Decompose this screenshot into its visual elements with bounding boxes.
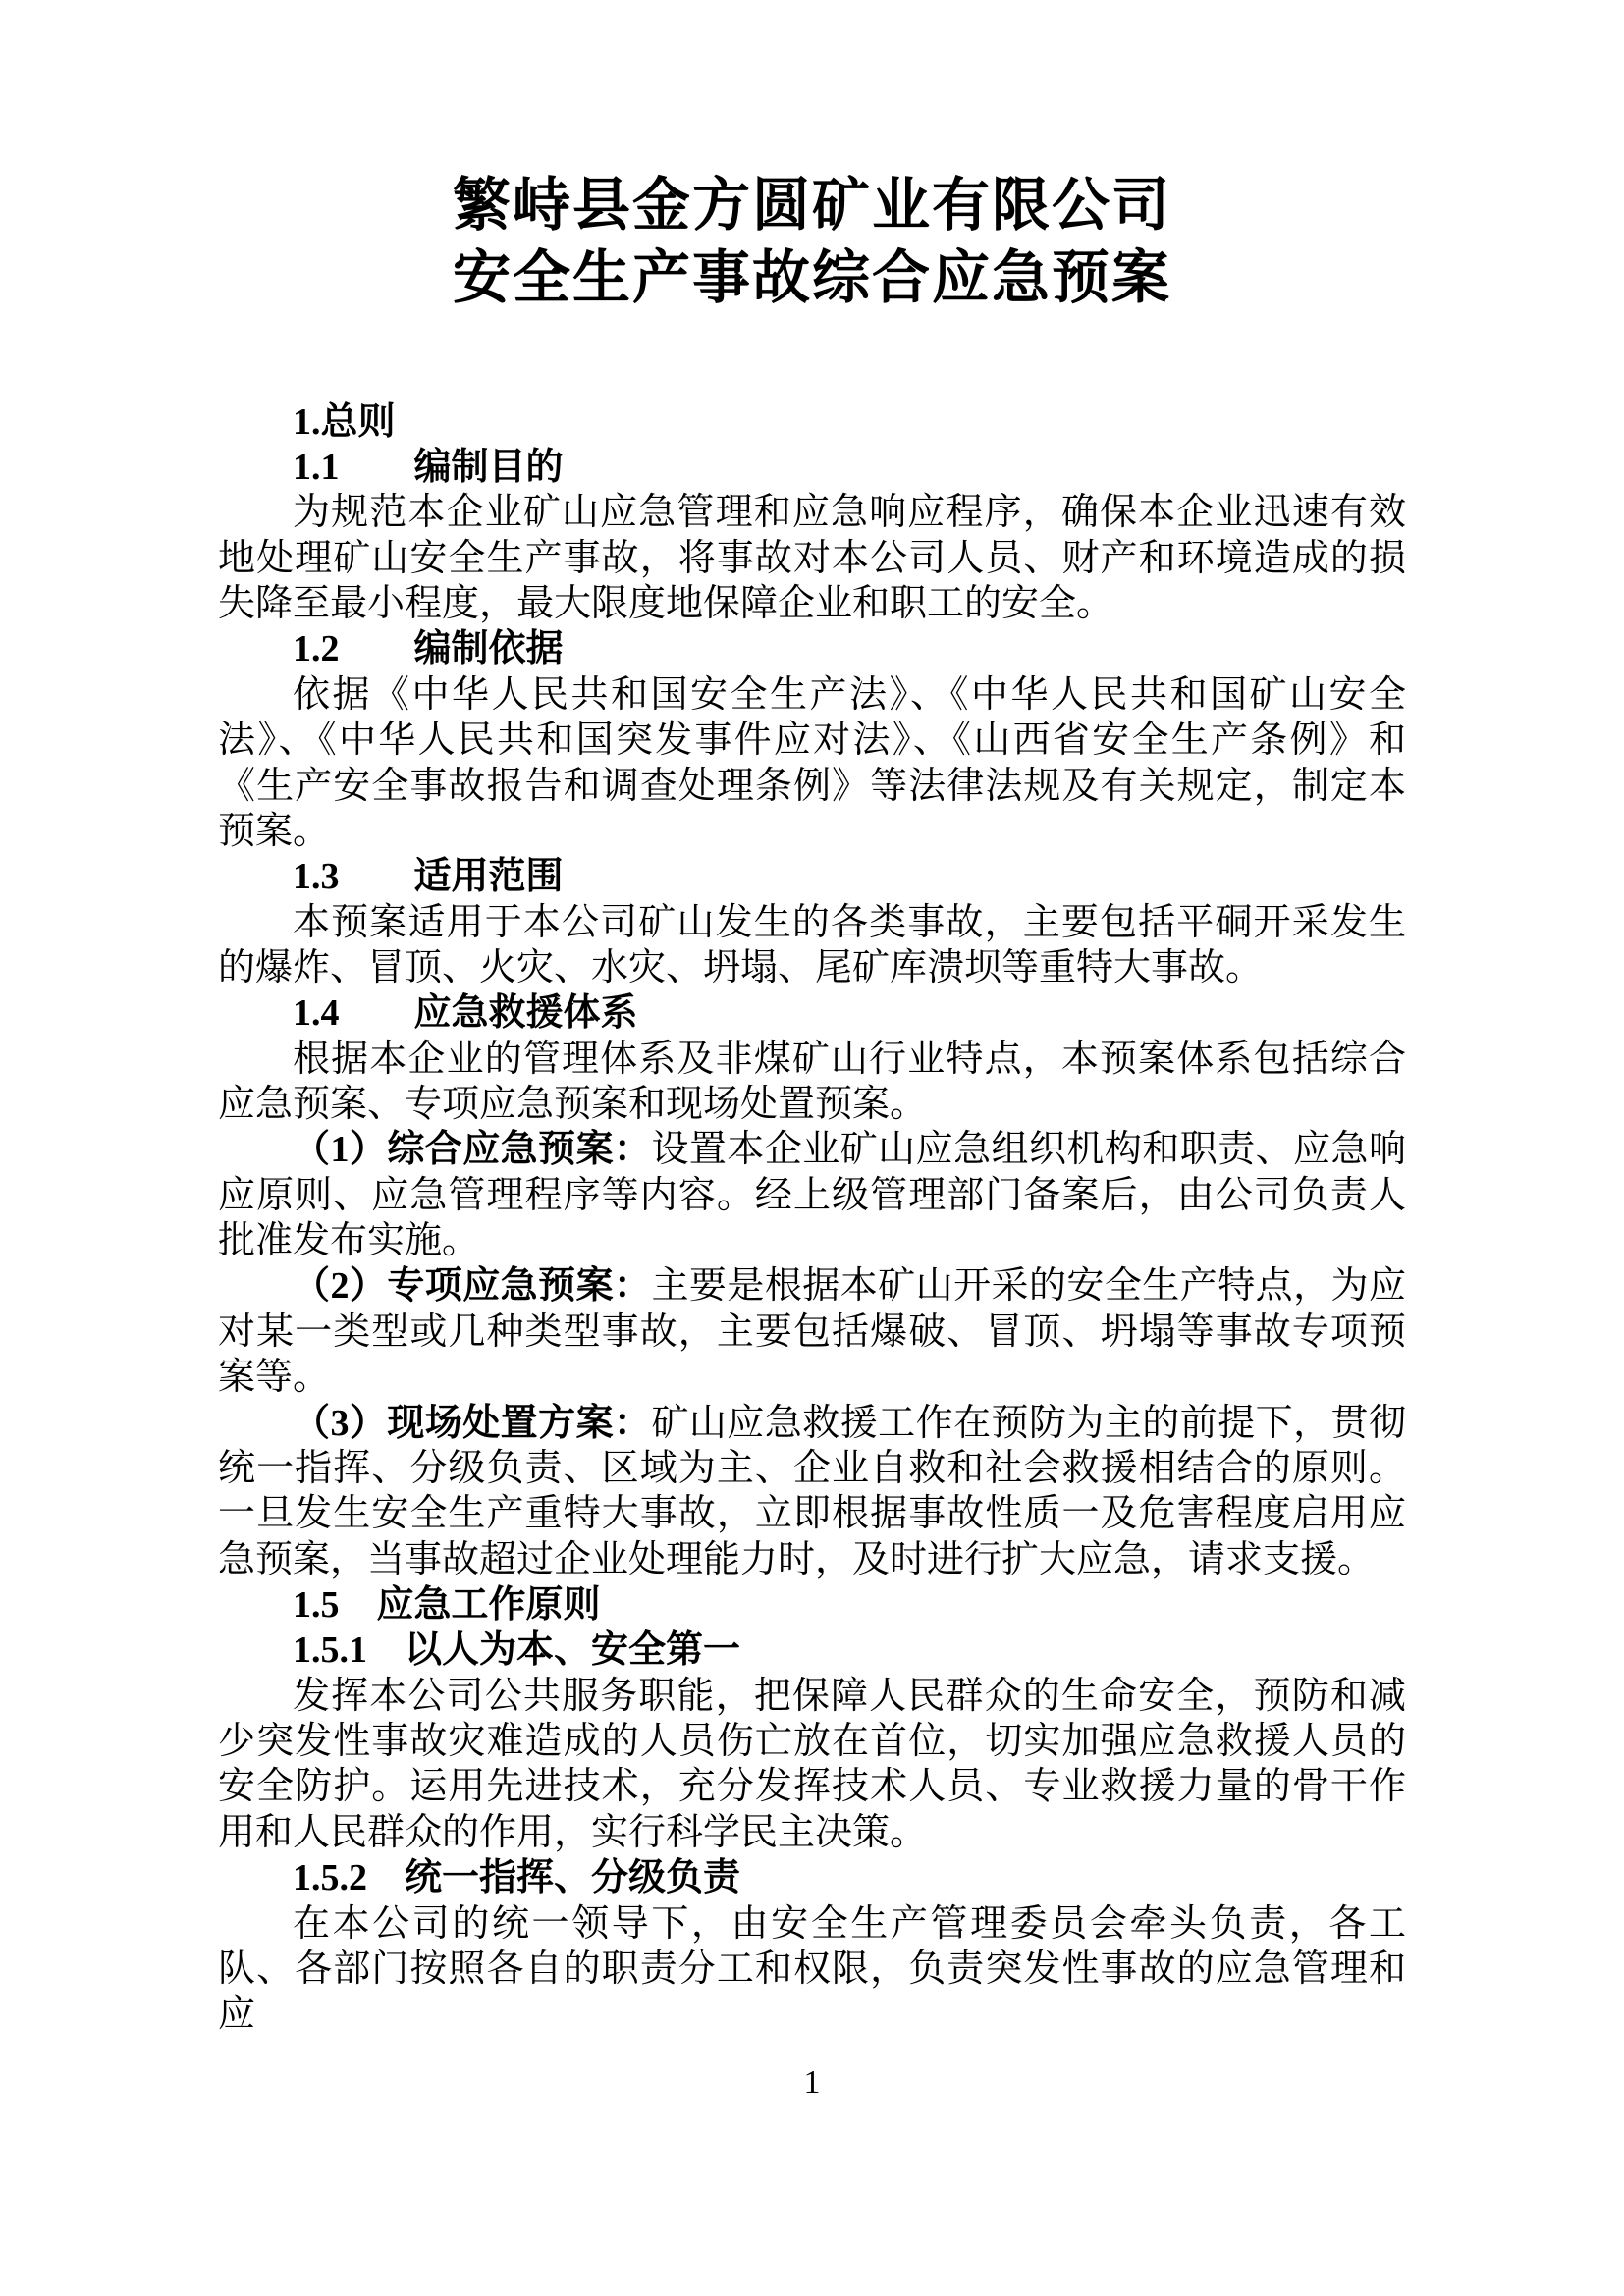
- paragraph-text-run: 本预案适用于本公司矿山发生的各类事故，主要包括平硐开采发生的爆炸、冒顶、火灾、水灾、坍塌、尾矿库溃坝等重特大事故。: [218, 901, 1406, 988]
- document-body: [218, 400, 1406, 2038]
- section-heading: 1.3 适用范围: [293, 856, 564, 898]
- paragraph-text-run: 主要是根据本矿山开采的安全生产特点，为应对某一类型或几种类型事故，主要包括爆破、冒顶、坍塌等事故专项预案等。: [218, 1265, 1406, 1399]
- page-number: 1: [803, 2063, 821, 2101]
- body-paragraph: [218, 672, 1406, 854]
- paragraph-text-run: 设置本企业矿山应急组织机构和职责、应急响应原则、应急管理程序等内容。经上级管理部门备案后，由公司负责人批准发布实施。: [218, 1129, 1406, 1262]
- body-paragraph: [218, 900, 1406, 991]
- body-paragraph: [218, 1037, 1406, 1128]
- paragraph-text-run: 为规范本企业矿山应急管理和应急响应程序，确保本企业迅速有效地处理矿山安全生产事故，将事故对本公司人员、财产和环境造成的损失降至最小程度，最大限度地保障企业和职工的安全。: [218, 492, 1406, 625]
- paragraph-text-run: 根据本企业的管理体系及非煤矿山行业特点，本预案体系包括综合应急预案、专项应急预案和现场处置预案。: [218, 1038, 1406, 1126]
- section-heading: 1.2 编制依据: [293, 628, 564, 670]
- document-title-line1: 繁峙县金方圆矿业有限公司: [452, 173, 1171, 238]
- paragraph-bold-run: （3）现场处置方案：: [293, 1402, 652, 1444]
- body-paragraph: [218, 1401, 1406, 1582]
- body-paragraph: [218, 1674, 1406, 1855]
- section-heading: 1.1 编制目的: [293, 447, 564, 489]
- section-heading: 1.总则: [293, 400, 396, 443]
- body-paragraph: [218, 1263, 1406, 1400]
- paragraph-bold-run: （2）专项应急预案：: [293, 1265, 652, 1308]
- body-paragraph: [218, 490, 1406, 626]
- body-paragraph: [218, 1901, 1406, 2038]
- section-heading: 1.5 应急工作原则: [293, 1584, 601, 1626]
- paragraph-text-run: 矿山应急救援工作在预防为主的前提下，贯彻统一指挥、分级负责、区域为主、企业自救和社会救援相结合的原则。一旦发生安全生产重特大事故，立即根据事故性质一及危害程度启用应急预案，当事故超过企业处理能力时，及时进行扩大应急，请求支援。: [218, 1402, 1406, 1580]
- section-heading: 1.5.1 以人为本、安全第一: [293, 1629, 741, 1672]
- section-heading: 1.4 应急救援体系: [293, 992, 638, 1035]
- paragraph-text-run: 在本公司的统一领导下，由安全生产管理委员会牵头负责，各工队、各部门按照各自的职责分工和权限，负责突发性事故的应急管理和应: [218, 1902, 1406, 2036]
- section-heading: 1.5.2 统一指挥、分级负责: [293, 1857, 741, 1899]
- paragraph-text-run: 发挥本公司公共服务职能，把保障人民群众的生命安全，预防和减少突发性事故灾难造成的人员伤亡放在首位，切实加强应急救援人员的安全防护。运用先进技术，充分发挥技术人员、专业救援力量的骨干作用和人民群众的作用，实行科学民主决策。: [218, 1675, 1406, 1853]
- document-title-line2: 安全生产事故综合应急预案: [452, 245, 1171, 311]
- paragraph-text-run: 依据《中华人民共和国安全生产法》、《中华人民共和国矿山安全法》、《中华人民共和国突发事件应对法》、《山西省安全生产条例》和《生产安全事故报告和调查处理条例》等法律法规及有关规定，制定本预案。: [218, 673, 1406, 852]
- paragraph-bold-run: （1）综合应急预案：: [293, 1129, 652, 1171]
- body-paragraph: [218, 1127, 1406, 1263]
- document-title: [218, 169, 1406, 315]
